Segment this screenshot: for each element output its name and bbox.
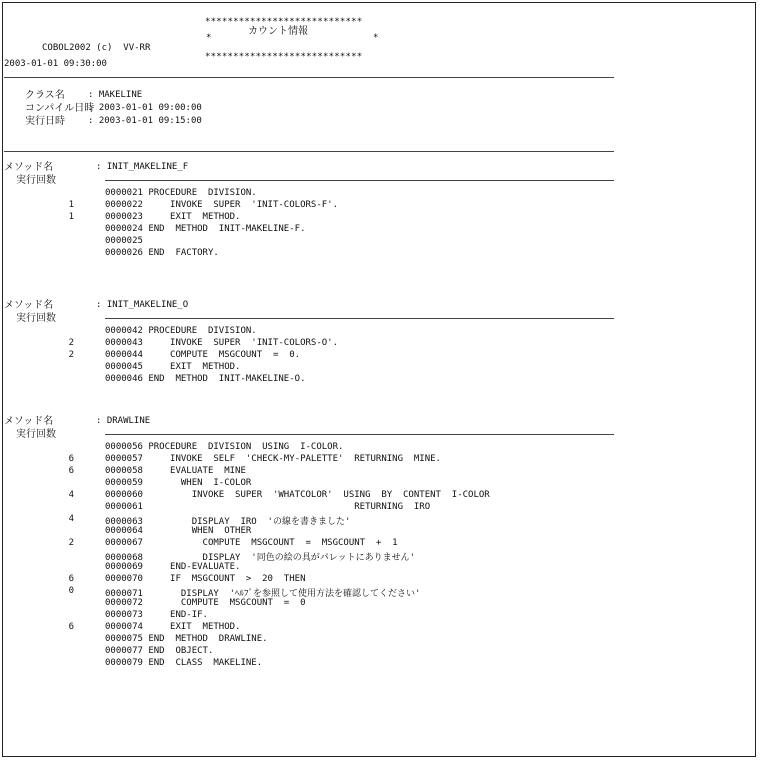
source-line: 0000072 COMPUTE MSGCOUNT = 0 [105,598,306,608]
method-name-label: メソッド名 [4,416,54,427]
source-line: 0000068 DISPLAY '同色の絵の具がパレットにありません' [105,553,416,563]
method-rule [105,318,614,319]
execution-count: 1 [68,200,74,210]
source-line: 0000046 END METHOD INIT-MAKELINE-O. [105,374,306,384]
source-line: 0000022 INVOKE SUPER 'INIT-COLORS-F'. [105,200,338,210]
source-line: 0000057 INVOKE SELF 'CHECK-MY-PALETTE' RETURNING MINE. [105,454,441,464]
banner-side-left: * [206,33,212,43]
source-line: 0000056 PROCEDURE DIVISION USING I-COLOR. [105,442,344,452]
execution-count: 6 [68,454,74,464]
source-line: 0000061 RETURNING IRO [105,502,431,512]
source-line: 0000045 EXIT METHOD. [105,362,241,372]
source-line: 0000075 END METHOD DRAWLINE. [105,634,268,644]
source-line: 0000060 INVOKE SUPER 'WHATCOLOR' USING BY CONTENT I-COLOR [105,490,490,500]
execution-count-label: 実行回数 [16,313,56,324]
source-line: 0000067 COMPUTE MSGCOUNT = MSGCOUNT + 1 [105,538,398,548]
source-line: 0000073 END-IF. [105,610,208,620]
banner-bottom: **************************** [205,52,363,62]
source-line: 0000042 PROCEDURE DIVISION. [105,326,257,336]
source-line: 0000023 EXIT METHOD. [105,212,241,222]
compile-datetime-value: : 2003-01-01 09:00:00 [88,103,202,113]
run-datetime-value: : 2003-01-01 09:15:00 [88,116,202,126]
source-line: 0000063 DISPLAY IRO 'の線を書きました' [105,517,351,527]
compile-datetime-label: コンパイル日時 [25,103,95,114]
method-name-label: メソッド名 [4,162,54,173]
source-line: 0000025 [105,236,143,246]
source-line: 0000074 EXIT METHOD. [105,622,241,632]
execution-count-label: 実行回数 [16,175,56,186]
source-line: 0000044 COMPUTE MSGCOUNT = 0. [105,350,301,360]
source-line: 0000024 END METHOD INIT-MAKELINE-F. [105,224,306,234]
report-title: カウント情報 [248,26,308,37]
execution-count: 2 [68,350,74,360]
source-line: 0000064 WHEN OTHER [105,526,252,536]
method-name-value: : DRAWLINE [96,416,151,426]
execution-count: 6 [68,574,74,584]
source-line: 0000077 END OBJECT. [105,646,214,656]
class-name-label: クラス名 [25,90,65,101]
source-line: 0000079 END CLASS MAKELINE. [105,658,263,668]
execution-count: 2 [68,538,74,548]
method-rule [105,434,614,435]
execution-count: 4 [68,514,74,524]
header-divider [4,77,614,78]
method-name-label: メソッド名 [4,300,54,311]
method-name-value: : INIT_MAKELINE_O [96,300,189,310]
execution-count-label: 実行回数 [16,429,56,440]
execution-count: 0 [68,586,74,596]
report-timestamp: 2003-01-01 09:30:00 [4,59,107,69]
execution-count: 2 [68,338,74,348]
banner-top: **************************** [205,17,363,27]
run-datetime-label: 実行日時 [25,116,65,127]
source-line: 0000071 DISPLAY 'ﾍﾙﾌﾟを参照して使用方法を確認してください' [105,589,421,599]
banner-side-right: * [373,33,379,43]
source-line: 0000021 PROCEDURE DIVISION. [105,188,257,198]
source-line: 0000058 EVALUATE MINE [105,466,246,476]
product-version: COBOL2002 (c) VV-RR [42,43,151,53]
source-line: 0000043 INVOKE SUPER 'INIT-COLORS-O'. [105,338,338,348]
info-divider [4,151,614,152]
source-line: 0000059 WHEN I-COLOR [105,478,252,488]
execution-count: 6 [68,622,74,632]
class-name-value: : MAKELINE [88,90,143,100]
method-rule [105,180,614,181]
source-line: 0000070 IF MSGCOUNT > 20 THEN [105,574,306,584]
execution-count: 1 [68,212,74,222]
source-line: 0000026 END FACTORY. [105,248,219,258]
source-line: 0000069 END-EVALUATE. [105,562,241,572]
execution-count: 4 [68,490,74,500]
method-name-value: : INIT_MAKELINE_F [96,162,189,172]
execution-count: 6 [68,466,74,476]
